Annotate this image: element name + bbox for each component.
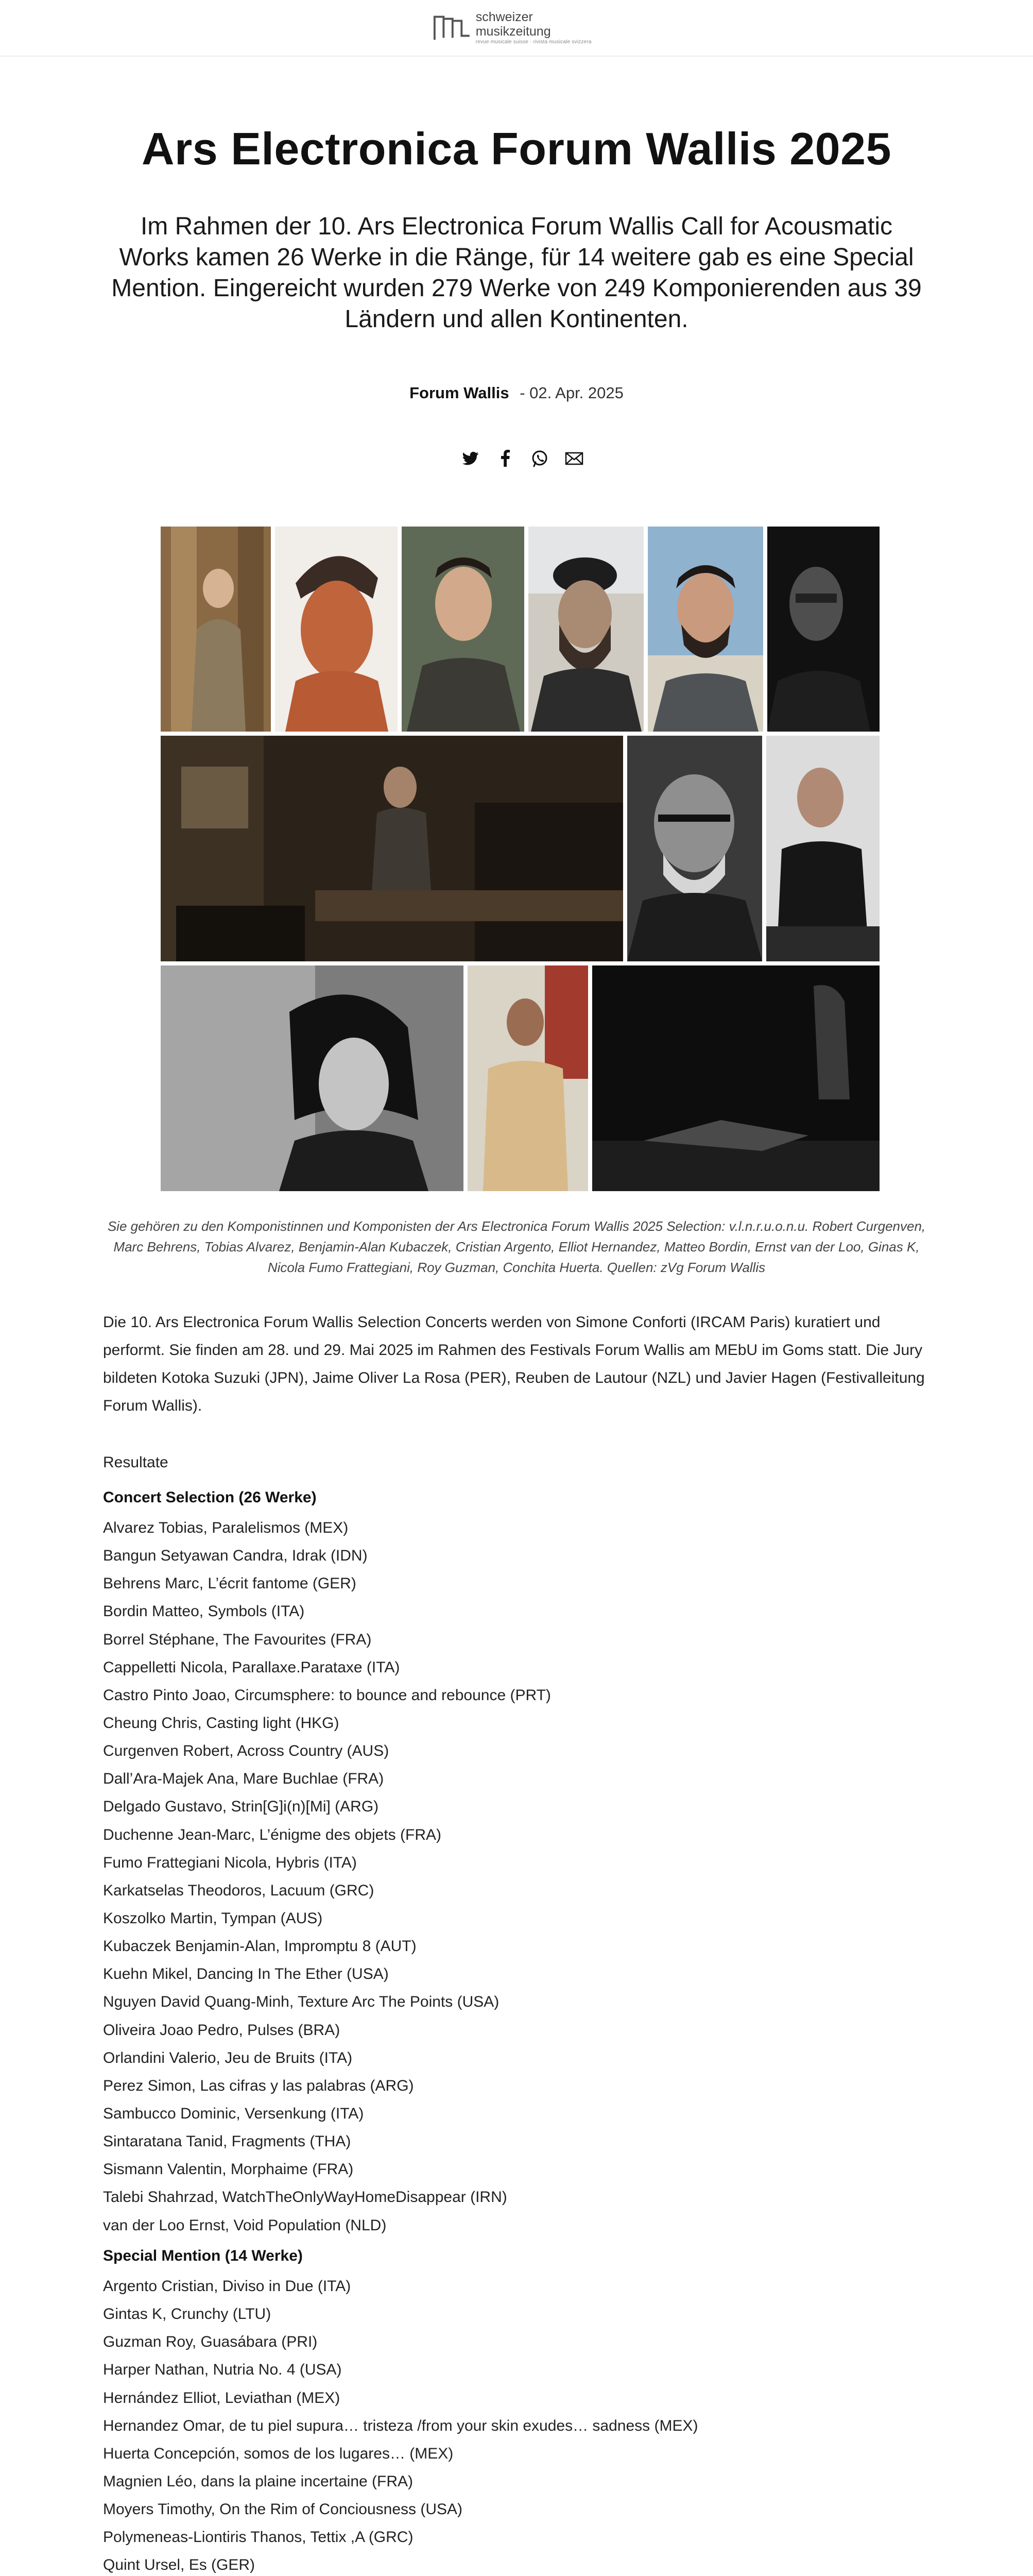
special-mention-heading: Special Mention (14 Werke) [103, 2247, 303, 2264]
work-list-item: Perez Simon, Las cifras y las palabras (ARG) [103, 2077, 414, 2094]
work-list-item: Magnien Léo, dans la plaine incertaine (FRA) [103, 2472, 414, 2490]
site-logo[interactable] [433, 9, 608, 45]
work-list-item: Fumo Frattegiani Nicola, Hybris (ITA) [103, 1854, 357, 1871]
work-list-item: Guzman Roy, Guasábara (PRI) [103, 2333, 318, 2351]
work-list-item: Sambucco Dominic, Versenkung (ITA) [103, 2105, 364, 2122]
work-list-item: Kubaczek Benjamin-Alan, Impromptu 8 (AUT) [103, 1938, 417, 1955]
logo-mark-icon [433, 11, 472, 43]
logo-tagline: revue musicale suisse · rivista musicale svizzera [475, 39, 592, 45]
work-list-item: Gintas K, Crunchy (LTU) [103, 2306, 271, 2323]
work-list-item: Talebi Shahrzad, WatchTheOnlyWayHomeDisappear (IRN) [103, 2189, 507, 2206]
work-list-item: Sintaratana Tanid, Fragments (THA) [103, 2133, 351, 2150]
share-whatsapp-button[interactable] [529, 448, 550, 469]
author-link[interactable]: Forum Wallis [409, 384, 509, 402]
special-mention-list [103, 2273, 930, 2576]
work-list-item: Castro Pinto Joao, Circumsphere: to bounce and rebounce (PRT) [103, 1686, 551, 1704]
work-list-item: Bordin Matteo, Symbols (ITA) [103, 1603, 305, 1620]
work-list-item: Hernandez Omar, de tu piel supura… tristeza /from your skin exudes… sadness (MEX) [103, 2417, 698, 2434]
composer-photo [648, 527, 763, 732]
share-facebook-button[interactable] [495, 448, 516, 469]
work-list-item: Delgado Gustavo, Strin[G]i(n)[Mi] (ARG) [103, 1798, 379, 1816]
concert-selection-list [103, 1514, 930, 2240]
work-list-item: Bangun Setyawan Candra, Idrak (IDN) [103, 1547, 368, 1565]
composer-photo-collage [161, 527, 880, 1191]
work-list-item: Kuehn Mikel, Dancing In The Ether (USA) [103, 1965, 389, 1983]
work-list-item: Cheung Chris, Casting light (HKG) [103, 1714, 339, 1732]
share-bar [461, 447, 584, 470]
work-list-item: Karkatselas Theodoros, Lacuum (GRC) [103, 1882, 374, 1899]
composer-photo [468, 965, 588, 1191]
composer-photo [161, 965, 463, 1191]
results-label: Resultate [103, 1454, 168, 1471]
article-meta [0, 384, 1033, 402]
whatsapp-icon [529, 448, 550, 469]
work-list-item: Hernández Elliot, Leviathan (MEX) [103, 2389, 340, 2406]
share-mail-button[interactable] [564, 448, 584, 469]
work-list-item: Behrens Marc, L’écrit fantome (GER) [103, 1575, 356, 1592]
work-list-item: van der Loo Ernst, Void Population (NLD) [103, 2216, 387, 2234]
concert-selection-heading: Concert Selection (26 Werke) [103, 1489, 317, 1506]
site-header [0, 0, 1033, 57]
work-list-item: Orlandini Valerio, Jeu de Bruits (ITA) [103, 2049, 353, 2066]
work-list-item: Polymeneas-Liontiris Thanos, Tettix ,A (GRC) [103, 2529, 414, 2546]
composer-photo [161, 736, 623, 961]
work-list-item: Moyers Timothy, On the Rim of Conciousness (USA) [103, 2501, 462, 2518]
facebook-icon [495, 448, 516, 469]
logo-text [476, 10, 608, 45]
composer-photo [528, 527, 644, 732]
share-twitter-button[interactable] [461, 448, 481, 469]
work-list-item: Huerta Concepción, somos de los lugares… (MEX) [103, 2445, 454, 2462]
work-list-item: Koszolko Martin, Tympan (AUS) [103, 1909, 323, 1927]
article-lead: Im Rahmen der 10. Ars Electronica Forum Wallis Call for Acousmatic Works kamen 26 Werke in die Ränge, für 14 weitere gab es eine Special Mention. Eingereicht wurden 279 Werke von 249 Komponierenden aus 39 Ländern und allen Kontinenten. [111, 213, 922, 333]
work-list-item: Harper Nathan, Nutria No. 4 (USA) [103, 2361, 342, 2379]
work-list-item: Sismann Valentin, Morphaime (FRA) [103, 2161, 354, 2178]
composer-photo [402, 527, 524, 732]
logo-name: schweizer musikzeitung [475, 9, 551, 39]
article-date: - 02. Apr. 2025 [520, 384, 624, 402]
work-list-item: Quint Ursel, Es (GER) [103, 2556, 255, 2574]
composer-photo [766, 736, 880, 961]
mail-icon [564, 448, 584, 469]
photo-caption: Sie gehören zu den Komponistinnen und Komponisten der Ars Electronica Forum Wallis 2025 Selection: v.l.n.r.u.o.n.u. Robert Curgenven, Marc Behrens, Tobias Alvarez, Benjamin-Alan Kubaczek, Cristian Argento, Elliot Hernandez, Matteo Bordin, Ernst van der Loo, Ginas K, Nicola Fumo Frattegiani, Roy Guzman, Conchita Huerta. Quellen: zVg Forum Wallis [107, 1218, 926, 1275]
work-list-item: Borrel Stéphane, The Favourites (FRA) [103, 1631, 372, 1648]
composer-photo [592, 965, 880, 1191]
work-list-item: Dall’Ara-Majek Ana, Mare Buchlae (FRA) [103, 1770, 384, 1788]
work-list-item: Cappelletti Nicola, Parallaxe.Parataxe (ITA) [103, 1658, 400, 1676]
composer-photo [161, 527, 271, 732]
composer-photo [767, 527, 880, 732]
composer-photo [627, 736, 762, 961]
composer-photo [275, 527, 398, 732]
work-list-item: Oliveira Joao Pedro, Pulses (BRA) [103, 2021, 340, 2039]
twitter-icon [461, 448, 481, 469]
work-list-item: Argento Cristian, Diviso in Due (ITA) [103, 2278, 351, 2295]
article-title: Ars Electronica Forum Wallis 2025 [142, 123, 891, 174]
work-list-item: Duchenne Jean-Marc, L’énigme des objets (FRA) [103, 1826, 441, 1843]
work-list-item: Alvarez Tobias, Paralelismos (MEX) [103, 1519, 349, 1536]
work-list-item: Nguyen David Quang-Minh, Texture Arc The Points (USA) [103, 1993, 500, 2011]
intro-paragraph: Die 10. Ars Electronica Forum Wallis Selection Concerts werden von Simone Conforti (IRCAM Paris) kuratiert und performt. Sie finden am 28. und 29. Mai 2025 im Rahmen des Festivals Forum Wallis am MEbU im Goms statt. Die Jury bildeten Kotoka Suzuki (JPN), Jaime Oliver La Rosa (PER), Reuben de Lautour (NZL) und Javier Hagen (Festivalleitung Forum Wallis). [103, 1314, 925, 1414]
work-list-item: Curgenven Robert, Across Country (AUS) [103, 1742, 389, 1760]
